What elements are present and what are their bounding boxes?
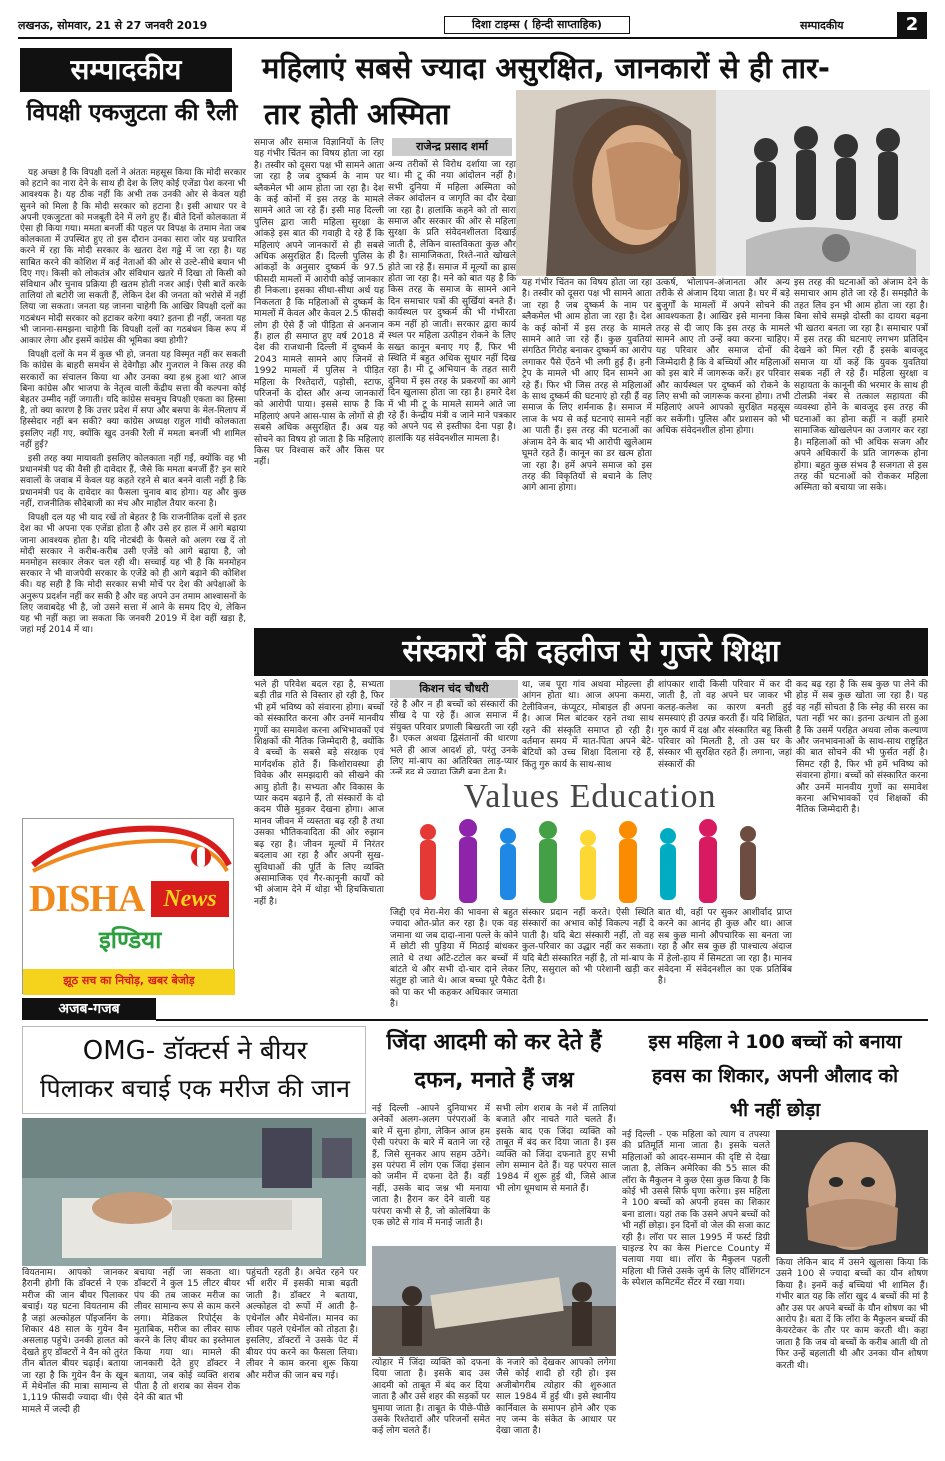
pierce-column-1: नई दिल्ली - एक महिला को त्याग व तपस्या की प्रतिमूर्ति माना जाता है। इसके चलते महिलाओं को आदर-सम्मान की दृष्टि से देखा जाता है, लेकिन अमेरिका की 55 साल की लॉरा के मैकुलन ने कुछ ऐसा कुछ किया है कि कोई भी उससे सिर्फ घृणा करेगा। इस महिला ने 100 बच्चों को अपनी हवस का शिकार बना डाला। यहां तक कि उसने अपने बच्चों को भी नहीं छोड़ा। इन दिनों वो जेल की सजा काट रही है। लॉरा पर साल 1995 में फर्स्ट डिग्री चाइल्ड रेप का केस Pierce County में चलाया गया था। लॉरा के मैकुलन पहली महिला थी जिसे उसके जुर्म के लिए वॉशिंगटन के स्पेशल कमिटमेंट सेंटर में रखा गया। [622, 1130, 770, 1289]
ajab-gajab-label: अजब-गजब [22, 998, 156, 1020]
ad-news-word: News [151, 881, 229, 917]
education-byline: किशन चंद चौधरी [390, 680, 518, 698]
distressed-woman-photo [516, 90, 930, 276]
lead-headline-line1: महिलाएं सबसे ज्यादा असुरक्षित, जानकारों से ही तार- [262, 51, 830, 85]
burial-column-4: के नजारे को देखकर आपको लगेगा जैसे कोई शादी हो रही हो। इस अजीबोगरीब त्योहार की शुरुआत साल 1984 में हुई थी। इसे स्थानीय कार्निवाल के समापन होने और एक नए जन्म के संकेत के आधार पर देखा जाता है। [496, 1358, 616, 1437]
lead-headline-line2: तार होती अस्मिता [264, 97, 450, 131]
omg-column-2: बचाया नहीं जा सकता था। डॉक्टरों ने कुल 15 लीटर बीयर पंप की तब जाकर मरीज का लीवर सामान्य रूप से काम करने लगा। मेडिकल रिपोर्ट्स के मुताबिक, मरीज का लीवर साफ करने के लिए बीयर का इस्तेमाल किया गया था। मामले की जानकारी देते हुए डॉक्टर ने बताया, जब कोई व्यक्ति शराब पीता है तो शराब का सेवन रोक देने की बात भी [134, 1268, 240, 1404]
omg-headline-line1: OMG- डॉक्टर्स ने बीयर [82, 1036, 308, 1066]
lead-column-3: यह गंभीर चिंतन का विषय होता जा रहा है। तस्वीर को दूसरा पक्ष भी सामने आता जा रहा है जब दुष्कर्म के नाम पर ब्लैकमेल भी आम होता जा रहा है। देश के कई कोनों में इस तरह के मामले सामने आते जा रहे हैं। कुछ युवतियां संगठित गिरोह बनाकर दुष्कर्म का आरोप लगाकर पैसे ऐंठने भी लगी हुई हैं। हनी ट्रेप के मामले भी आए दिन सामने आ रहे हैं। फिर भी जिस तरह से महिलाओं के साथ दुष्कर्म की घटनाएं हो रही हैं वह समाज के लिए शर्मनाक है। समाज में लाज के भय से कई घटनाएं सामने नहीं आ पाती हैं। इस तरह की घटनाओं का अंजाम देने के बाद भी आरोपी खुलेआम घूमते रहते हैं। कानून का डर खत्म होता जा रहा है। हमें अपने समाज को इस तरह की विकृतियों से बचाने के लिए आगे आना होगा। [522, 278, 652, 494]
omg-column-1: वियतनाम। आपको जानकर हैरानी होगी कि डॉक्टर्स ने एक मरीज की जान बीयर पिलाकर बचाई। यह घटना वियतनाम की है जहां अल्कोहल पॉइजनिंग के शिकार 48 साल के गुयेन वैन असलाह पहुंचे। उनकी हालत को देखते हुए डॉक्टरों ने वैन को तुरंत तीन बोतल बीयर चढ़ाई। बताया जा रहा है कि गुयेन वैन के खून में मेथेनॉल की मात्रा सामान्य से 1,119 फीसदी ज्यादा थी। ऐसे मामले में जल्दी ही [22, 1268, 128, 1415]
omg-headline-box [22, 1026, 366, 1114]
editorial-paragraph: इसी तरह क्या मायावती इसलिए कोलकाता नहीं गईं, क्योंकि वह भी प्रधानमंत्री पद की वैसी ही दावेदार हैं, जैसे कि ममता बनर्जी हैं? इन सारे सवालों के जवाब में केवल यह कहते रहने से बात बनने वाली नहीं है कि प्रधानमंत्री पद के दावेदार का फैसला चुनाव बाद होगा। यह और कुछ नहीं, राजनीतिक सौदेबाजी का मंच और माहौल तैयार करना है। [20, 454, 246, 509]
lead-column-4: उत्कर्ष, भोलापन-अंजानता और अन्य तरीके से अंजाम दिया जाता है। घर में बड़े बुजुर्गों के मामलों में अपने सोचने की आवश्यकता है। आखिर इसे मानना किस तरह से दी जाए कि इस तरह के मामले सामने आए तो उन्हें क्या करना चाहिए। यह परिवार और समाज दोनों की जिम्मेदारी है कि वे बच्चियों और महिलाओं को इस बारे में जागरूक करें। हर परिवार और कार्यस्थल पर दुष्कर्म को रोकने के लिए सभी को जागरूक करना होगा। तभी महिलाएं अपने आपको सुरक्षित महसूस कर सकेंगी। पुलिस और प्रशासन को भी अधिक संवेदनशील होना होगा। [656, 278, 790, 437]
education-column-3: था, जब पूरा गांव अथवा मोहल्ला ही आंगन होता था। आज अपना कमरा, टेलीविजन, कंप्यूटर, मोबाइल ही अपना है। आज मिल बांटकर रहने तथा साथ रहने की संस्कृति समाप्त हो रही है। वर्तमान समय में मात-पिता अपने बेटे-बेटियों को उच्च शिक्षा दिलाना रहे हैं, किंतु गुरु कार्य के साथ-साथ [522, 680, 654, 770]
pierce-headline-line2: हवस का शिकार, अपनी औलाद को [651, 1065, 899, 1087]
editorial-title: विपक्षी एकजुटता की रैली [26, 100, 238, 126]
lead-byline: राजेन्द्र प्रसाद शर्मा [392, 138, 512, 156]
header-rule [18, 37, 927, 39]
omg-headline-line2: पिलाकर बचाई एक मरीज की जान [40, 1074, 350, 1103]
ad-brand-word: DISHA [29, 878, 145, 920]
masthead-bar [0, 0, 945, 40]
editorial-banner: सम्पादकीय [20, 48, 232, 92]
pierce-headline-line1: इस महिला ने 100 बच्चों को बनाया [648, 1031, 902, 1053]
coffin-procession-photo [372, 1246, 616, 1356]
lead-column-2: अन्य तरीकों से विरोध दर्शाया जा रहा था। मी टू की नया आंदोलन नहीं है। सभी दुनिया में महिला अस्मिता को लेकर आंदोलन व जागृति का दौर देखा जा रहा है। हालांकि कहने को तो सारा समाज और सरकार की ओर से महिला सुरक्षा के प्रति संवेदनशीलता दिखाई जाती है, लेकिन वास्तविकता कुछ और ही है। सामाजिकता, रिश्ते-नाते खोखले होते जा रहे हैं। समाज में मूल्यों का ह्रास होता जा रहा है। मने को बात यह है कि किस तरह के समाज के सामने आने दिन समाचार पत्रों की सुर्खियां बनते हैं। कार्यस्थल पर दुष्कर्म की भी गंभीरता कम नहीं हो जाती। सरकार द्वारा कार्य स्थल पर महिला उत्पीड़न रोकने के लिए सख्त कानून बनाए गए हैं, फिर भी स्थिति में बहुत अधिक सुधार नहीं दिख रहा है। मी टू अभियान के तहत सारी दुनिया में इस तरह के प्रकरणों का आगे दिन खुलासा होता जा रहा है। हमारे देश में भी मी टू के मामले सामने आते जा रहे हैं। केन्द्रीय मंत्री व जाने माने पत्रकार को अपने पद से इस्तीफा देना पड़ा है। हालांकि यह संवेदनशील मामला है। [388, 160, 516, 444]
date-line: लखनऊ, सोमवार, 21 से 27 जनवरी 2019 [18, 19, 208, 32]
education-column-1: भले ही परिवेश बदल रहा है, सभ्यता बड़ी तीव्र गति से विस्तार हो रही है, फिर भी हमें भविष्य को संवारना होगा। बच्चों को संस्कारित करना और उनमें मानवीय गुणों का समावेश करना अभिभावकों एवं शिक्षकों की नैतिक जिम्मेदारी है, क्योंकि वे बच्चों के सबसे बड़े संरक्षक एवं मार्गदर्शक होते हैं। किशोरावस्था ही विवेक और समझदारी को सीखने की आयु होती है। सभ्यता और विकास के प्यार कदम बढ़ाने हैं, तो संस्कारों के दो कदम पीछे मुड़कर देखना होगा। आज मानव जीवन में व्यस्तता बढ़ रही है तथा उसका भौतिकवादिता की ओर रुझान बढ़ रहा है। जीवन मूल्यों में निरंतर बदलाव आ रहा है और अपनी सुख-सुविधाओं की पूर्ति के लिए व्यक्ति असामाजिक एवं गैर-कानूनी कार्यों को भी अंजाम देने में थोड़ा भी हिचकिचाता नहीं है। [254, 680, 384, 907]
ad-country-word: इण्डिया [99, 926, 162, 954]
education-bottom-column-4: बात थी, वहीं पर सुकर आशीर्वाद प्राप्त करने का आनंद ही कुछ और था। आज सब कुछ मानो औपचारिक सा बनता जा रहा है और सब कुछ ही पाश्चात्य अंदाज में हेलो-हाय में सिमटता जा रहा है। मानव संवेदना में संवेदनशील का एक प्रतिबिंब है। [658, 908, 792, 987]
page-number: 2 [897, 12, 927, 38]
editorial-body [20, 168, 246, 810]
burial-headline-line2: दफन, मनाते हैं जश्न [414, 1068, 574, 1093]
values-education-text: Values Education [463, 778, 717, 815]
lead-column-1: समाज और समाज विज्ञानियों के लिए यह गंभीर चिंतन का विषय होता जा रहा है। तस्वीर को दूसरा पक्ष भी सामने आता जा रहा है जब दुष्कर्म के नाम पर ब्लैकमेल भी आम होता जा रहा है। देश के कई कोनों में इस तरह के मामले सामने आते जा रहे हैं। इसी माह दिल्ली पुलिस द्वारा जारी महिला सुरक्षा के आंकड़े इस बात की गवाही दे रहे हैं कि महिलाएं अपने जानकारों से ही सबसे अधिक असुरक्षित हैं। दिल्ली पुलिस के आंकड़ों के अनुसार दुष्कर्म के 97.5 फीसदी मामलों में आरोपी कोई जानकार ही निकला। इसका सीधा-सीधा अर्थ यह निकलता है कि महिलाओं से दुष्कर्म के मामलों में केवल और केवल 2.5 फीसदी लोग ही ऐसे हैं जो पीड़िता से अनजान हैं। हाल ही समाप्त हुए वर्ष 2018 में देश की राजधानी दिल्ली में दुष्कर्म के 2043 मामले सामने आए जिनमें से 1992 मामलों में पुलिस ने पीड़ित महिला के रिश्तेदारों, पड़ोसी, स्टाफ, परिजनों के दोस्त और अन्य जानकारों को आरोपी पाया। इससे साफ है कि महिलाएं अपने आस-पास के लोगों से ही सबसे अधिक असुरक्षित हैं। अब यह सोचने का विषय हो जाता है कि महिलाएं किस पर विश्वास करें और किस पर नहीं। [254, 138, 384, 468]
education-column-5: कद बढ़ रहा है कि सब कुछ पा लेने की होड़ में सब कुछ खोता जा रहा है। यह वह नहीं सोचता है कि स्नेह की सरस का पता नहीं भर का। इतना उत्थान तो हुआ है कि उसमें परहित अथवा लोक कल्याण और जनभावनाओं के साथ-साथ राष्ट्रहित की बात सोचने की भी फुर्सत नहीं है। सिमट रही है, फिर भी हमें भविष्य को संवारना होगा। बच्चों को संस्कारित करना और उनमें मानवीय गुणों का समावेश करना अभिभावकों एवं शिक्षकों की नैतिक जिम्मेदारी है। [796, 680, 928, 816]
education-headline: संस्कारों की दहलीज से गुजरे शिक्षा [254, 628, 928, 676]
omg-column-3: पहुंचती रहती है। अचेत रहने पर भी शरीर में इसकी मात्रा बढ़ती जाती है। डॉक्टर ने बताया, अल्कोहल दो रूपों में आती है- एथेनॉल और मेथेनॉल। मानव का लीवर पहले एथेनॉल को तोड़ता है। इसलिए, डॉक्टरों ने उसके पेट में बीयर पंप करने का फैसला लिया। लीवर ने काम करना शुरू किया और मरीज की जान बच गई। [246, 1268, 358, 1381]
values-education-graphic [388, 774, 792, 906]
burial-column-1: नई दिल्ली -आपने दुनियाभर में अनेकों अलग-अलग परंपराओं के बारे में सुना होगा, लेकिन आज हम ऐसी परंपरा के बारे में बताने जा रहे हैं, जिसे सुनकर आप सहम उठेंगे। इस परंपरा में लोग एक जिंदा इंसान को जमीन में दफना देते हैं। वहीं नहीं, उसके बाद जश्न भी मनाया जाता है। हैरान कर देने वाली यह परंपरा कभी से है, जो कोलंबिया के एक छोटे से गांव में मनाई जाती है। [372, 1104, 490, 1229]
education-bottom-column-3: संस्कार प्रदान नहीं करते। ऐसी स्थिति संस्कारों का अभाव कोई विकल्प नहीं दे पाती है। यदि बेटा संस्कारी नहीं, तो वह कुल-परिवार का उद्धार नहीं कर सकता। यदि बेटी संस्कारित नहीं है, तो मां-बाप के लिए, ससुराल को भी परेशानी खड़ी कर देती है। [522, 908, 654, 987]
pierce-column-2: किया लेकिन बाद में उसने खुलासा किया कि उसने 100 से ज्यादा बच्चों का यौन शोषण किया है। इनमें कई बच्चियां भी शामिल हैं। गंभीर बात यह कि लॉरा खुद 4 बच्चों की मां है और उस पर अपने बच्चों के यौन शोषण का भी आरोप है। बता दें कि लॉरा के मैकुलन बच्चों की केयरटेकर के तौर पर काम करती थी। कहा जाता है कि जब वो बच्चों के करीब आती थी तो फिर उन्हें बहलाती थी और उनका यौन शोषण करती थी। [776, 1258, 929, 1371]
disha-news-ad [22, 818, 234, 994]
pierce-headline-line3: भी नहीं छोड़ा [729, 1099, 821, 1121]
section-label: सम्पादकीय [800, 19, 844, 32]
education-column-4: शांपकार शादी किसी परिवार में कर दी जाती है, तो वह अपने घर जाकर भी कलह-कलेश का कारण बनती हुई समस्याएं ही उत्पन्न करती हैं। यदि शिक्षित, गुरु कार्य में दक्ष और संस्कारित बहू किसी परिवार को मिलती है, तो उस घर के संस्कार भी सुरक्षित रहते हैं। लगाना, जहां संस्कारों की [658, 680, 792, 770]
frightened-child-photo [776, 1130, 928, 1254]
section-rule [156, 1019, 928, 1021]
education-column-2: रहे है और न ही बच्चों को संस्कारों की सीख दे पा रहे हैं। आज समाज में संयुक्त परिवार प्रणाली बिखरती जा रही है। एकल अथवा द्विसंतानों की धारणा भले ही आज आदर्श हो, परंतु उनके लिए मां-बाप का अतिरिक्त लाड़-प्यार [390, 700, 518, 768]
hospital-patient-photo [22, 1118, 366, 1266]
editorial-paragraph: विपक्षी दलों के मन में कुछ भी हो, जनता यह विस्मृत नहीं कर सकती कि कांग्रेस के बाहरी समर्थन से देवेगौड़ा और गुजराल ने किस तरह की सरकारों का संचालन किया था और उनका क्या हश्र हुआ था? आज बिना कांग्रेस और भाजपा के नेतृत्व वाली केंद्रीय सत्ता की कल्पना कोई बेहतर उम्मीद नहीं जगाती। यदि कांग्रेस सचमुच विपक्षी एकता का हिस्सा है, तो क्या कारण है कि उत्तर प्रदेश में सपा और बसपा के मेल-मिलाप में हिस्सेदार नहीं बन सकी? क्या कांग्रेस अध्यक्ष राहुल गांधी कोलकाता इसलिए नहीं गए, क्योंकि खुद उनकी रैली में ममता बनर्जी भी शामिल नहीं हुईं? [20, 350, 246, 450]
education-bottom-column-2: जिद्दी एवं मेरा-मेरा की भावना से बहुत ज्यादा ओत-प्रोत कर रहा है। एक वह जमाना था जब दादा-नाना पल्ले के कोने में छोटी सी पुड़िया में मिठाई बांधकर लाते थे तथा आँटे-टटोल कर बच्चों में बांटते थे और सभी दो-चार दाने लेकर संतुष्ट हो जाते थे। आज बच्चा पूरे पैकेट को पा कर भी कहकर अधिकार जमाता है। [390, 908, 518, 1010]
burial-column-3: त्योहार में जिंदा व्यक्ति को दफना दिया जाता है। इसके बाद उस आदमी को ताबूत में बंद कर दिया जाता है और उसे शहर की सड़कों पर घुमाया जाता है। ताबूत के पीछे-पीछे उसके रिश्तेदारों और परिजनों समेत कई लोग चलते हैं। [372, 1358, 490, 1437]
people-silhouettes [388, 818, 792, 906]
burial-headline-line1: जिंदा आदमी को कर देते हैं [386, 1030, 602, 1055]
burial-column-2: सभी लोग शराब के नशे में तालियां बजाते और नाचते गाते चलते हैं। इसके बाद एक जिंदा व्यक्ति को ताबूत में बंद कर दिया जाता है। इस व्यक्ति को जिंदा दफनाते हुए सभी लोग सम्मान देते हैं। यह परंपरा साल 1984 में शुरू हुई थी, जिसे आज भी लोग धूमधाम से मनाते हैं। [496, 1104, 616, 1194]
editorial-paragraph: विपक्षी दल यह भी याद रखें तो बेहतर है कि राजनीतिक दलों से इतर देश का भी अपना एक एजेंडा होता है और उसे हर हाल में आगे बढ़ाया जाना आवश्यक होता है। यदि नोटबंदी के फैसले को अलग रख दें तो मोदी सरकार ने करीब-करीब उसी एजेंडे को आगे बढ़ाया है, जो मनमोहन सरकार लेकर चल रही थी। सच्चाई यह भी है कि मनमोहन सरकार ने भी वाजपेयी सरकार के एजेंडे को ही आगे बढ़ाने की कोशिश की। यह सही है कि मोदी सरकार सभी मोर्चे पर देश की अपेक्षाओं के अनुरूप प्रदर्शन नहीं कर सकी है और वह अपने उन तमाम आश्वासनों के लिए जवाबदेह भी है, जो उसने सत्ता में आने के समय दिए थे, लेकिन यह भी नहीं कहा जा सकता कि जनवरी 2019 में देश वहीं खड़ा है, जहां मई 2014 में था। [20, 513, 246, 636]
editorial-paragraph: यह अच्छा है कि विपक्षी दलों ने अंततः महसूस किया कि मोदी सरकार को हटाने का नारा देने के साथ ही देश के लिए कोई एजेंडा पेश करना भी आवश्यक है। यह ठीक नहीं कि अभी तक उनकी ओर से केवल यही सुनने को मिला है कि मोदी सरकार को हटाना है। इसी आधार पर वे अपनी एकजुटता को मजबूती देने में लगे हुए हैं। बीते दिनों कोलकाता में ऐसा ही किया गया। ममता बनर्जी की पहल पर विपक्ष के तमाम नेता जब कोलकाता में उपस्थित हुए तो इस दौरान उनका सारा जोर यह प्रचारित करने में रहा कि मोदी सरकार के खतरा देश गढ्ढे में जा रहा है। यह साबित करने की कोशिश में कई नेताओं की ओर से उल्टे-सीधे बयान भी दिए गए। किसी को लोकतंत्र और संविधान खतरे में दिखा तो किसी को संविधान और चुनाव प्रक्रिया ही खतम होती नजर आई। ऐसी बातें करके तालियां तो बटोरी जा सकती हैं, लेकिन देश की जनता को भरोसे में नहीं लिया जा सकता। जनता यह जानना चाहेगी कि आखिर विपक्षी दलों का गठबंधन मोदी सरकार को हटाकर करेगा क्या? इतना ही नहीं, जनता यह भी जानना-समझना चाहेगी कि विपक्षी दलों का गठबंधन किस रूप में आकार लेगा और इसमें कांग्रेस की भूमिका क्या होगी? [20, 168, 246, 347]
paper-name: दिशा टाइम्स ( हिन्दी साप्ताहिक) [444, 16, 630, 34]
ad-tagline: झूठ सच का निचोड़, खबर बेजोड़ [63, 974, 195, 987]
lead-column-5: इस तरह की घटनाओं को अंजाम देने के समाचार आम होते जा रहे हैं। समझौते के तहत लिव इन भी आम होता जा रहा है। बिना सोचे समझे दोस्ती का दायरा बढ़ना भी खतरा बनता जा रहा है। समाचार पत्रों में इस तरह की घटनाएं लगभग प्रतिदिन देखने को मिल रही हैं इसके बावजूद समाज या यों कहें कि युवक युवतियां सबक नहीं ले रहे हैं। महिला सुरक्षा व सहायता के कानूनी की भरमार के साथ ही टोलफ्री नंबर से तत्काल सहायता की व्यवस्था होने के बावजूद इस तरह की घटनाओं का होना कहीं न कहीं हमारे सामाजिक खोखलेपन का उजागर कर रहा है। महिलाओं को भी अधिक सजग और अपने अधिकारों के प्रति जागरूक होना होगा। बहुत कुछ संभव है सजगता से इस तरह की घटनाओं को रोककर महिला अस्मिता को बचाया जा सके। [794, 278, 928, 494]
